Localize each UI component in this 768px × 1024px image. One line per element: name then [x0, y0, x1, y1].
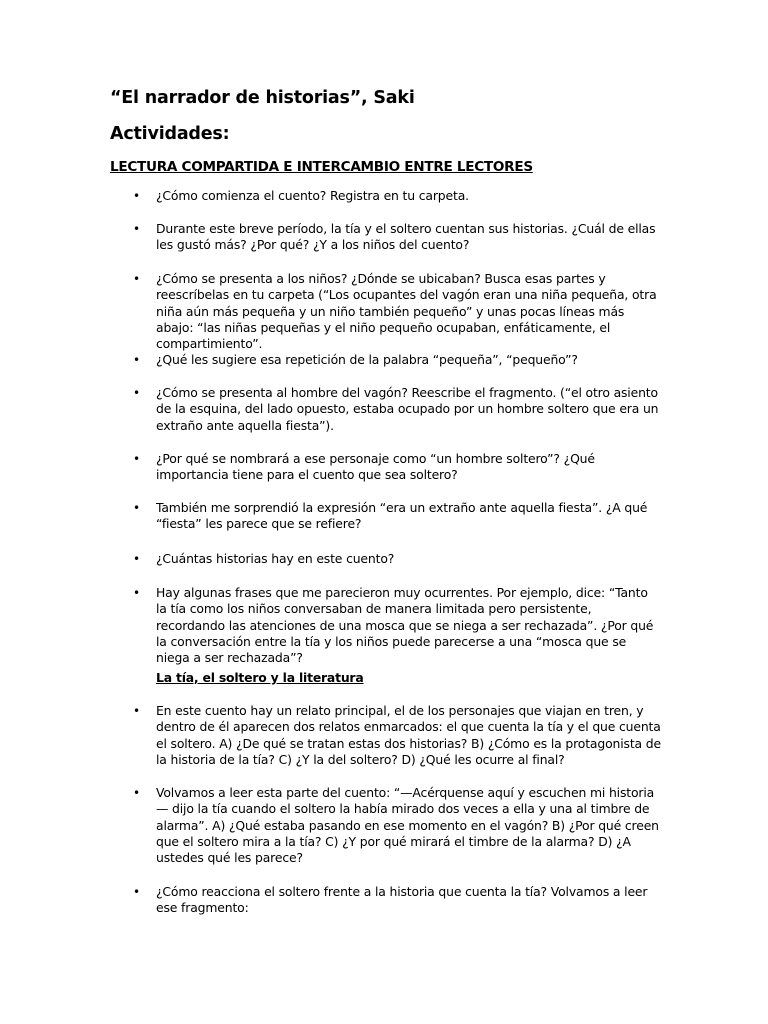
- list-item-text: En este cuento hay un relato principal, el de los personajes que viajan en tren, y dentro de él aparecen dos relatos enmarcados: el que cuenta la tía y el que cuenta el soltero. A) ¿De qué se tratan estas dos historias? B) ¿Cómo es la protagonista de la historia de la tía? C) ¿Y la del soltero? D) ¿Qué les ocurre al final?: [156, 703, 661, 767]
- list-item-text: ¿Cómo comienza el cuento? Registra en tu carpeta.: [156, 188, 469, 203]
- bullet-icon: •: [133, 552, 140, 566]
- bullet-icon: •: [133, 786, 140, 800]
- list-item-text: ¿Qué les sugiere esa repetición de la palabra “pequeña”, “pequeño”?: [156, 352, 578, 367]
- activities-heading: Actividades:: [110, 124, 230, 144]
- list-item-text: ¿Cómo reacciona el soltero frente a la historia que cuenta la tía? Volvamos a leer ese fragmento:: [156, 884, 648, 916]
- bullet-icon: •: [133, 386, 140, 400]
- sub-heading: La tía, el soltero y la literatura: [156, 670, 364, 685]
- list-item: [133, 451, 662, 484]
- list-item-text: ¿Cuántas historias hay en este cuento?: [156, 551, 395, 566]
- bullet-icon: •: [133, 501, 140, 515]
- list-item: [133, 221, 662, 254]
- bullet-icon: •: [133, 353, 140, 367]
- list-item: [133, 352, 662, 368]
- list-item: [133, 585, 662, 666]
- list-item: [133, 385, 662, 434]
- list-item: [133, 884, 662, 917]
- list-item-text: También me sorprendió la expresión “era un extraño ante aquella fiesta”. ¿A qué “fiesta” les parece que se refiere?: [156, 500, 648, 532]
- list-item-text: ¿Por qué se nombrará a ese personaje como “un hombre soltero”? ¿Qué importancia tiene para el cuento que sea soltero?: [156, 451, 595, 483]
- list-item: [133, 271, 662, 352]
- bullet-icon: •: [133, 222, 140, 236]
- bullet-icon: •: [133, 885, 140, 899]
- list-item-text: Durante este breve período, la tía y el soltero cuentan sus historias. ¿Cuál de ellas les gustó más? ¿Por qué? ¿Y a los niños del cuento?: [156, 221, 656, 253]
- list-item: [133, 188, 662, 204]
- section-heading: LECTURA COMPARTIDA E INTERCAMBIO ENTRE LECTORES: [110, 159, 533, 175]
- list-item: [133, 703, 662, 768]
- list-item: [133, 785, 662, 866]
- list-item-text: ¿Cómo se presenta al hombre del vagón? Reescribe el fragmento. (“el otro asiento de la esquina, del lado opuesto, estaba ocupado por un hombre soltero que era un extraño ante aquella fiesta”).: [156, 385, 659, 433]
- bullet-icon: •: [133, 586, 140, 600]
- bullet-icon: •: [133, 272, 140, 286]
- list-item-text: Volvamos a leer esta parte del cuento: “—Acérquense aquí y escuchen mi historia — dijo la tía cuando el soltero la había mirado dos veces a ella y una al timbre de alarma”. A) ¿Qué estaba pasando en ese momento en el vagón? B) ¿Por qué creen que el soltero mira a la tía? C) ¿Y por qué mirará el timbre de la alarma? D) ¿A ustedes qué les parece?: [156, 785, 659, 866]
- document-title: “El narrador de historias”, Saki: [110, 88, 415, 108]
- bullet-icon: •: [133, 452, 140, 466]
- list-item-text: Hay algunas frases que me parecieron muy ocurrentes. Por ejemplo, dice: “Tanto la tía como los niños conversaban de manera limitada pero persistente, recordando las atenciones de una mosca que se niega a ser rechazada”. ¿Por qué la conversación entre la tía y los niños puede parecerse a una “mosca que se niega a ser rechazada”?: [156, 585, 654, 666]
- list-item: [133, 551, 662, 567]
- bullet-icon: •: [133, 704, 140, 718]
- list-item-text: ¿Cómo se presenta a los niños? ¿Dónde se ubicaban? Busca esas partes y reescríbelas en tu carpeta (“Los ocupantes del vagón eran una niña pequeña, otra niña aún más pequeña y un niño también pequeño” y unas pocas líneas más abajo: “las niñas pequeñas y el niño pequeño ocupaban, enfáticamente, el compartimiento”.: [156, 271, 657, 352]
- list-item: [133, 500, 662, 533]
- bullet-icon: •: [133, 189, 140, 203]
